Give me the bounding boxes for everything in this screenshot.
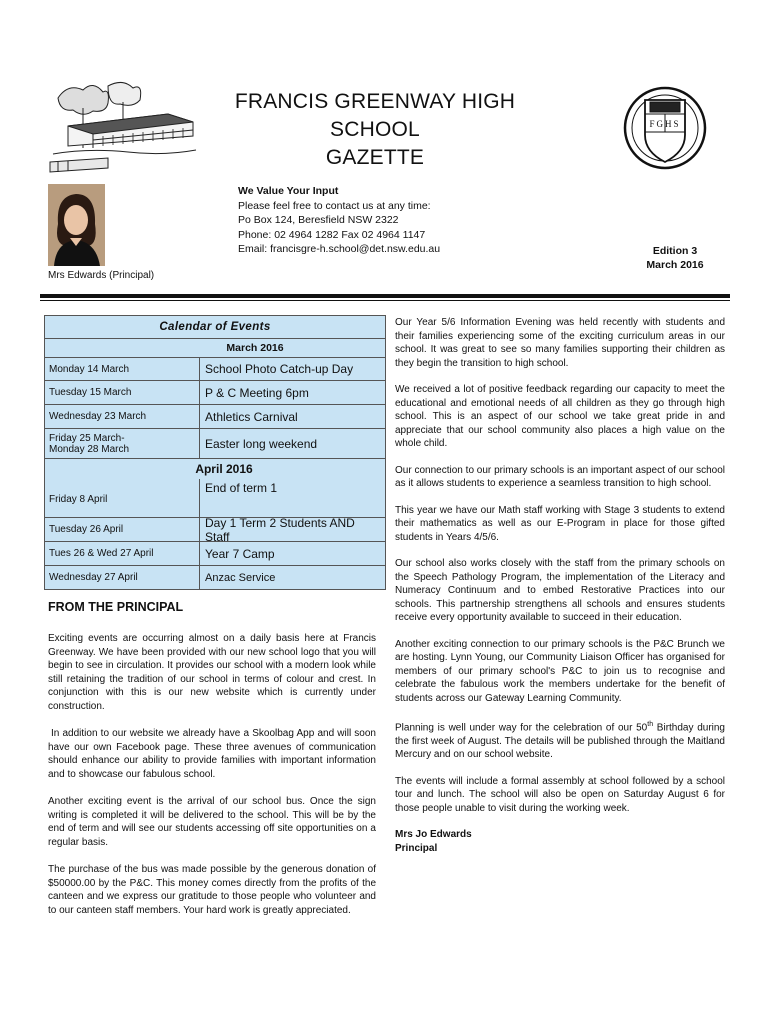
superscript: th (647, 721, 654, 728)
title-line-2: GAZETTE (325, 146, 425, 169)
calendar-date: Tues 26 & Wed 27 April (45, 542, 200, 565)
calendar-date: Monday 14 March (45, 358, 200, 380)
edition-date: March 2016 (646, 259, 704, 271)
school-building-sketch (48, 78, 198, 174)
principal-photo (48, 184, 105, 266)
contact-line: Please feel free to contact us at any time: (238, 199, 431, 212)
header-divider (40, 294, 730, 298)
calendar-date: Tuesday 26 April (45, 518, 200, 541)
section-heading-principal: FROM THE PRINCIPAL (48, 600, 184, 614)
calendar-row (45, 405, 385, 429)
calendar-month-march: March 2016 (45, 339, 385, 358)
contact-phone: Phone: 02 4964 1282 Fax 02 4964 1147 (238, 228, 426, 241)
calendar-row (45, 381, 385, 405)
principal-article (48, 632, 376, 931)
right-column-article (395, 316, 725, 855)
calendar-title: Calendar of Events (45, 316, 385, 339)
calendar-row-april (45, 459, 385, 518)
calendar-event: Day 1 Term 2 Students AND Staff (205, 515, 355, 544)
calendar-date: Tuesday 15 March (45, 381, 200, 404)
article-paragraph: Our school also works closely with the staff from the primary schools on the Speech Pathology Program, the implementation of the Literacy and Numeracy Continuum and to embed Restorative Practices into our schools. This partnership strengthens all schools and ensures students receive every opportunity available to succeed in their education. (395, 558, 725, 623)
school-crest-icon (620, 80, 710, 180)
contact-heading: We Value Your Input (238, 185, 339, 197)
calendar-row (45, 429, 385, 459)
calendar-event: School Photo Catch-up Day (205, 362, 354, 376)
signoff (395, 828, 725, 855)
contact-email[interactable]: Email: francisgre-h.school@det.nsw.edu.au (238, 243, 441, 255)
calendar-event: Anzac Service (205, 571, 276, 584)
calendar-of-events (44, 315, 386, 590)
article-paragraph: Another exciting connection to our primary schools is the P&C Brunch we are hosting. Lynn Young, our Community Liaison Officer has organised for members of our primary school's P&C to join us to recognise and celebrate the fabulous work the members undertake for the benefit of students across our Gateway Learning Community. (395, 638, 725, 704)
calendar-month-april: April 2016 (195, 462, 253, 476)
crest-letters: FGHS (649, 119, 681, 129)
article-paragraph: Exciting events are occurring almost on a daily basis here at Francis Greenway. We have been provided with our new school logo that you will begin to see in circulation. It provides our school with a modern look while still retaining the tradition of our school in terms of colour and crest. In conjunction with this is our new website which is currently under construction. (48, 633, 376, 712)
calendar-date: Wednesday 23 March (45, 405, 200, 428)
article-paragraph (395, 718, 725, 762)
signoff-title: Principal (395, 842, 438, 854)
contact-info (238, 184, 440, 257)
signoff-name: Mrs Jo Edwards (395, 829, 472, 841)
calendar-event: Year 7 Camp (205, 546, 275, 561)
calendar-event: Easter long weekend (205, 436, 318, 451)
calendar-row (45, 566, 385, 589)
article-paragraph: We received a lot of positive feedback regarding our capacity to meet the educational and emotional needs of all children as they go through high school. This is an aspect of our school we take great pride in and appreciate that our school community also places a high value on the whole child. (395, 384, 725, 449)
article-paragraph: Our connection to our primary schools is an important aspect of our school as it allows students to experience a seamless transition to high school. (395, 464, 725, 489)
calendar-event: Athletics Carnival (205, 409, 298, 424)
contact-address: Po Box 124, Beresfield NSW 2322 (238, 214, 399, 226)
principal-portrait-icon (48, 184, 105, 266)
title-line-1: FRANCIS GREENWAY HIGH SCHOOL (234, 90, 516, 141)
calendar-date: Friday 25 March- Monday 28 March (45, 429, 200, 458)
calendar-event: End of term 1 (205, 481, 278, 495)
header-divider-thin (40, 300, 730, 301)
article-paragraph: This year we have our Math staff working with Stage 3 students to extend their mathematics as well as our E-Program in place for those gifted students in Years 4/5/6. (395, 504, 725, 543)
calendar-event: P & C Meeting 6pm (205, 385, 309, 400)
edition-info (620, 244, 730, 272)
article-paragraph: Our Year 5/6 Information Evening was held recently with students and their families experiencing some of the exciting curriculum areas in our school. It was great to see so many families supporting their children as they begin the transition to high school. (395, 317, 725, 369)
calendar-row (45, 515, 385, 544)
calendar-date: Friday 8 April (49, 494, 108, 505)
article-paragraph: Another exciting event is the arrival of our school bus. Once the sign writing is completed it will be delivered to the school. This will be by the end of term and will see our students accessing off site opportunities on a regular basis. (48, 796, 376, 848)
photo-caption: Mrs Edwards (Principal) (48, 270, 155, 281)
calendar-row (45, 358, 385, 381)
calendar-row (45, 542, 385, 566)
edition-number: Edition 3 (652, 245, 698, 257)
article-paragraph: The purchase of the bus was made possible by the generous donation of $50000.00 by the P&C. This money comes directly from the profits of the canteen and we express our gratitude to those people who volunteer and to our canteen staff members. Your hard work is greatly appreciated. (48, 864, 376, 916)
text-fragment: Planning is well under way for the celebration of our 50 (395, 722, 648, 734)
gazette-title (200, 88, 550, 172)
calendar-date: Wednesday 27 April (45, 566, 200, 589)
text-fragment: Birthday during the first week of August. The details will be published through the Maitland Mercury and on our school website. (395, 722, 725, 761)
article-paragraph: In addition to our website we already have a Skoolbag App and will soon have our own Facebook page. These three avenues of communication should enhance our ability to provide families with important information and to showcase our fabulous school. (48, 728, 376, 780)
article-paragraph: The events will include a formal assembly at school followed by a school tour and lunch. The school will also be open on Saturday August 6 for those people unable to visit during the working week. (395, 775, 725, 814)
